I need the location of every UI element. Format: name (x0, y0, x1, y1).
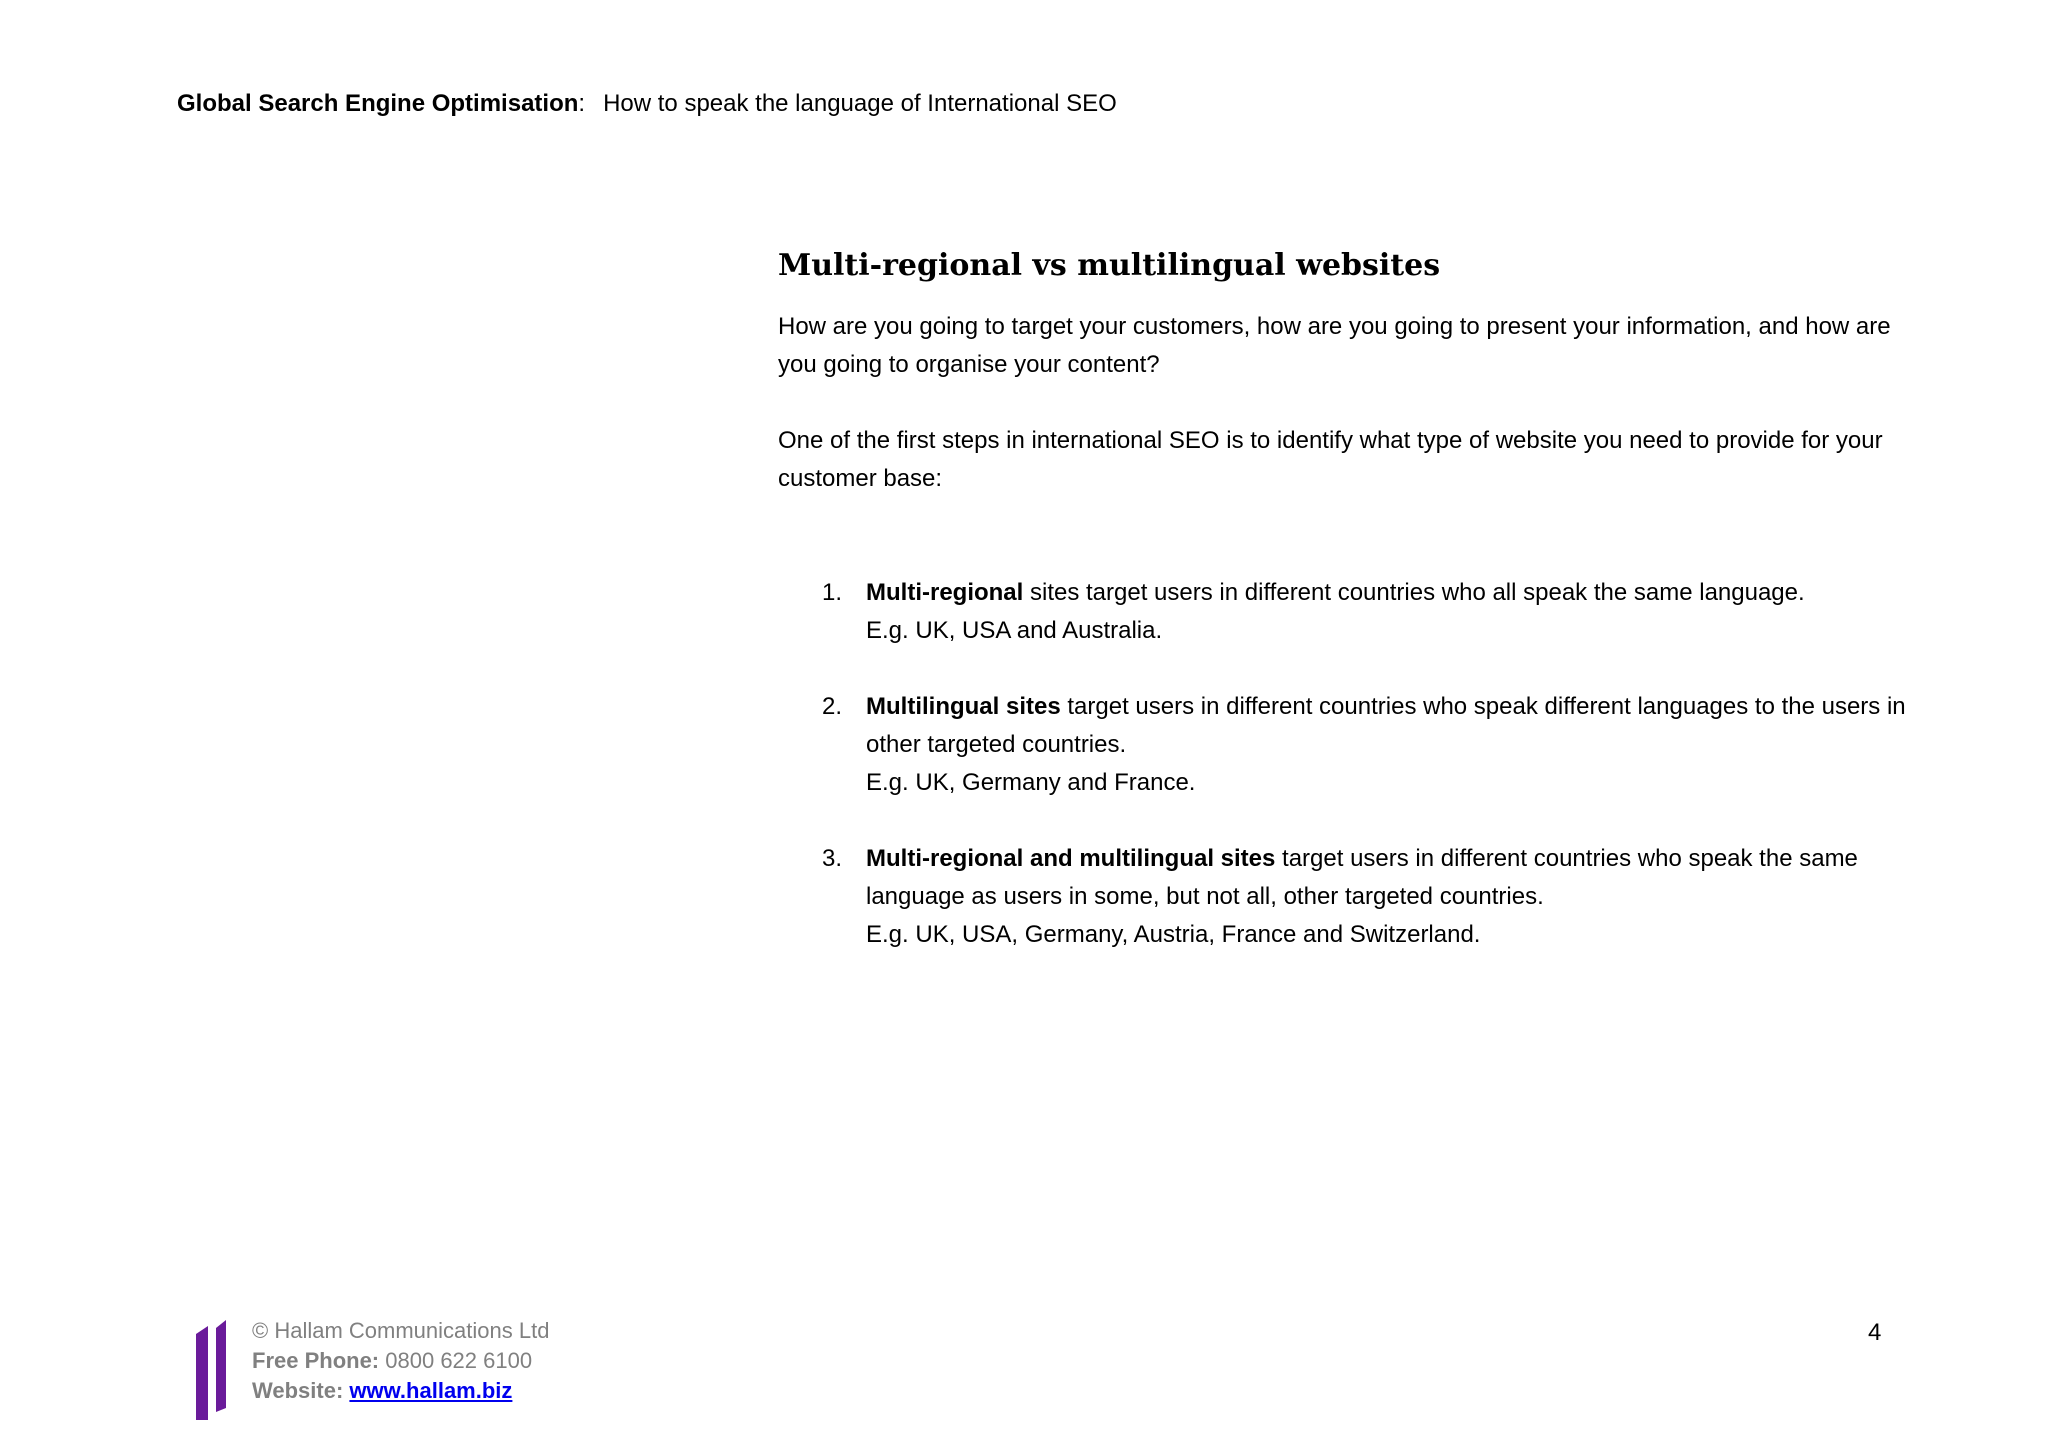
header-title: Global Search Engine Optimisation (177, 90, 579, 117)
footer-phone-number: 0800 622 6100 (385, 1348, 533, 1373)
section-heading: Multi-regional vs multilingual websites (778, 248, 1441, 283)
list-item (778, 688, 1908, 802)
list-item-description (866, 840, 1908, 916)
footer-contact (252, 1316, 549, 1406)
page-number: 4 (1868, 1319, 1882, 1346)
list-item-number: 3. (822, 845, 843, 872)
list-item-example: E.g. UK, USA, Germany, Austria, France and Switzerland. (866, 921, 1481, 948)
list-item-example: E.g. UK, Germany and France. (866, 769, 1196, 796)
list-item (778, 840, 1908, 954)
list-item-example: E.g. UK, USA and Australia. (866, 617, 1163, 644)
footer-website-line (252, 1376, 549, 1406)
website-types-list (778, 574, 1908, 954)
footer-phone-line (252, 1346, 549, 1376)
list-item-description (866, 688, 1908, 764)
footer-phone-label: Free Phone: (252, 1348, 380, 1373)
list-item-text: sites target users in different countries who all speak the same language. (1030, 579, 1805, 606)
hallam-logo-icon (196, 1320, 230, 1420)
logo-bar-right (216, 1320, 226, 1412)
steps-paragraph: One of the first steps in international SEO is to identify what type of website you need to provide for your customer base: (778, 427, 1883, 492)
main-content (778, 246, 1908, 992)
footer-website-label: Website: (252, 1378, 344, 1403)
list-item-number: 2. (822, 693, 843, 720)
website-link[interactable]: www.hallam.biz (349, 1378, 513, 1403)
list-item-term: Multilingual sites (866, 693, 1061, 720)
list-item-term: Multi-regional (866, 579, 1024, 606)
logo-bar-left (196, 1326, 208, 1420)
list-item (778, 574, 1908, 650)
footer-copyright: © Hallam Communications Ltd (252, 1318, 550, 1343)
list-item-description (866, 574, 1908, 612)
list-item-text: target users in different countries who speak the same language as users in some, but not all, other targeted countries. (866, 845, 1858, 910)
list-item-number: 1. (822, 579, 843, 606)
document-header (177, 88, 1117, 120)
header-separator: : (578, 90, 586, 117)
header-subtitle: How to speak the language of International SEO (603, 90, 1117, 117)
list-item-text: target users in different countries who speak different languages to the users in other targeted countries. (866, 693, 1906, 758)
list-item-term: Multi-regional and multilingual sites (866, 845, 1276, 872)
intro-paragraph: How are you going to target your customers, how are you going to present your information, and how are you going to organise your content? (778, 313, 1891, 378)
